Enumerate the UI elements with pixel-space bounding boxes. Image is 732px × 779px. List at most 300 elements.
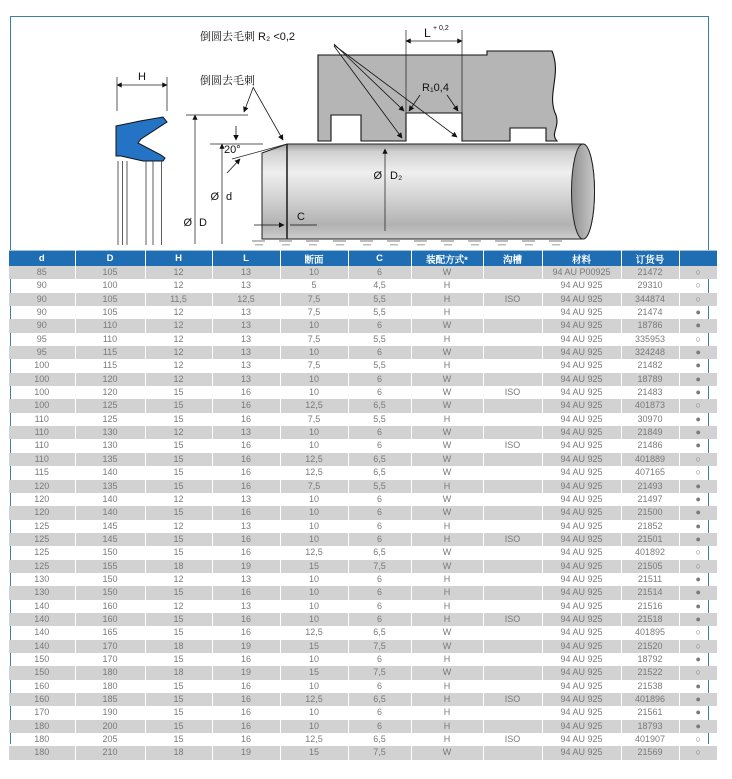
table-cell: 125 <box>9 533 75 546</box>
table-cell: 12,5 <box>280 546 348 559</box>
table-cell: 94 AU 925 <box>542 653 621 666</box>
table-cell: 15 <box>145 480 212 493</box>
table-cell: 10 <box>280 493 348 506</box>
table-cell: 15 <box>145 586 212 599</box>
col-header-L: L <box>212 251 280 267</box>
table-cell: H <box>411 720 483 733</box>
table-cell: 12 <box>145 346 212 359</box>
table-cell: W <box>411 319 483 332</box>
table-header-row <box>9 251 717 267</box>
table-cell: 18792 <box>621 653 679 666</box>
table-cell: 6 <box>348 426 411 439</box>
table-cell: 7,5 <box>348 560 411 573</box>
table-cell: 185 <box>75 693 145 706</box>
table-cell: 12,5 <box>280 453 348 466</box>
table-cell <box>483 666 542 679</box>
table-cell: 10 <box>280 520 348 533</box>
table-cell: H <box>411 413 483 426</box>
table-cell: 13 <box>212 359 280 372</box>
availability-dot: ● <box>695 413 701 424</box>
availability-dot: ○ <box>695 627 701 638</box>
col-header-material: 材料 <box>542 251 621 267</box>
table-cell <box>483 720 542 733</box>
table-cell: 94 AU 925 <box>542 720 621 733</box>
availability-dot: ○ <box>695 640 701 651</box>
table-cell <box>483 573 542 586</box>
table-cell: 10 <box>280 706 348 719</box>
table-cell: 90 <box>9 306 75 319</box>
table-cell: 18786 <box>621 319 679 332</box>
table-cell: 94 AU 925 <box>542 613 621 626</box>
table-cell: 6 <box>348 533 411 546</box>
table-cell: 12 <box>145 333 212 346</box>
table-cell: 10 <box>280 266 348 279</box>
table-cell: 90 <box>9 293 75 306</box>
seal-projection-lines <box>118 161 162 245</box>
table-cell: 7,5 <box>348 746 411 759</box>
dia-D2-symbol: Ø <box>373 170 382 182</box>
table-cell: 210 <box>75 746 145 759</box>
table-row <box>9 266 717 279</box>
table-cell: 15 <box>280 666 348 679</box>
table-cell <box>483 333 542 346</box>
table-cell: 180 <box>9 733 75 746</box>
table-cell: 6 <box>348 720 411 733</box>
table-row <box>9 466 717 479</box>
table-cell: 150 <box>75 586 145 599</box>
table-cell: 7,5 <box>280 480 348 493</box>
table-cell: 15 <box>145 546 212 559</box>
table-cell: H <box>411 293 483 306</box>
table-cell: 94 AU 925 <box>542 346 621 359</box>
table-cell: W <box>411 506 483 519</box>
availability-dot: ● <box>695 387 701 398</box>
table-cell: 21520 <box>621 640 679 653</box>
table-cell: 94 AU 925 <box>542 333 621 346</box>
dimension-table <box>9 250 717 760</box>
availability-dot: ○ <box>695 547 701 558</box>
table-cell: 10 <box>280 319 348 332</box>
table-cell: 344874 <box>621 293 679 306</box>
table-cell: 16 <box>212 693 280 706</box>
table-cell: 6 <box>348 373 411 386</box>
availability-dot: ● <box>695 694 701 704</box>
table-cell: 6 <box>348 520 411 533</box>
table-cell: 94 AU 925 <box>542 426 621 439</box>
table-cell: 15 <box>145 720 212 733</box>
table-cell: 16 <box>212 653 280 666</box>
table-cell: 94 AU 925 <box>542 480 621 493</box>
table-cell: 15 <box>145 653 212 666</box>
table-cell: 5,5 <box>348 480 411 493</box>
table-cell <box>483 480 542 493</box>
col-header-groove: 沟槽 <box>483 251 542 267</box>
col-header-availability <box>679 251 717 267</box>
table-cell: 15 <box>145 626 212 639</box>
table-cell: 145 <box>75 533 145 546</box>
table-cell: 13 <box>212 306 280 319</box>
table-cell: 94 AU P00925 <box>542 266 621 279</box>
col-header-order-no: 订货号 <box>621 251 679 267</box>
table-cell: 401895 <box>621 626 679 639</box>
table-cell: H <box>411 653 483 666</box>
table-cell: 170 <box>75 653 145 666</box>
table-cell: 13 <box>212 266 280 279</box>
table-cell <box>483 706 542 719</box>
table-cell: 6 <box>348 600 411 613</box>
table-cell: 140 <box>75 506 145 519</box>
table-cell: 12 <box>145 426 212 439</box>
table-row <box>9 720 717 733</box>
table-cell: 115 <box>9 466 75 479</box>
availability-dot: ● <box>695 347 701 358</box>
table-cell: 7,5 <box>280 359 348 372</box>
table-cell <box>483 306 542 319</box>
table-cell: 12,5 <box>212 293 280 306</box>
table-cell: 5 <box>280 279 348 292</box>
table-cell: 12 <box>145 373 212 386</box>
availability-dot: ○ <box>695 453 701 464</box>
table-row <box>9 626 717 639</box>
table-cell: 150 <box>75 546 145 559</box>
availability-dot: ○ <box>695 560 701 571</box>
table-cell: W <box>411 666 483 679</box>
table-cell: 401907 <box>621 733 679 746</box>
table-row <box>9 706 717 719</box>
table-cell <box>483 560 542 573</box>
table-cell: 6,5 <box>348 466 411 479</box>
table-cell: 94 AU 925 <box>542 306 621 319</box>
table-cell: 21516 <box>621 600 679 613</box>
table-cell: 94 AU 925 <box>542 359 621 372</box>
table-cell: 407165 <box>621 466 679 479</box>
table-cell: 16 <box>212 706 280 719</box>
table-cell: W <box>411 453 483 466</box>
table-cell: W <box>411 466 483 479</box>
table-cell: 150 <box>9 653 75 666</box>
dia-d-label: d <box>226 191 233 203</box>
table-cell: 10 <box>280 720 348 733</box>
table-cell: H <box>411 333 483 346</box>
table-cell: 13 <box>212 373 280 386</box>
table-cell: W <box>411 439 483 452</box>
table-cell: H <box>411 279 483 292</box>
table-cell: 94 AU 925 <box>542 453 621 466</box>
availability-dot: ○ <box>695 667 701 678</box>
table-cell: 94 AU 925 <box>542 640 621 653</box>
table-cell: 16 <box>212 613 280 626</box>
table-cell: 6 <box>348 573 411 586</box>
table-cell <box>483 279 542 292</box>
table-cell: 12,5 <box>280 693 348 706</box>
table-cell: 6 <box>348 493 411 506</box>
dia-D2-label: D₂ <box>390 170 403 182</box>
table-cell: 200 <box>75 720 145 733</box>
table-cell: H <box>411 306 483 319</box>
table-cell: 324248 <box>621 346 679 359</box>
availability-dot: ● <box>695 707 701 718</box>
table-header <box>9 251 717 267</box>
table-cell: 10 <box>280 426 348 439</box>
table-cell: 205 <box>75 733 145 746</box>
availability-dot: ● <box>695 427 701 438</box>
table-row <box>9 439 717 452</box>
table-cell: 401889 <box>621 453 679 466</box>
table-cell: 6 <box>348 613 411 626</box>
table-cell: 150 <box>9 666 75 679</box>
table-cell: 6,5 <box>348 399 411 412</box>
table-cell: 7,5 <box>280 293 348 306</box>
table-cell <box>483 453 542 466</box>
table-cell: 15 <box>145 706 212 719</box>
table-cell: ISO <box>483 439 542 452</box>
table-cell: 180 <box>75 680 145 693</box>
table-cell: 94 AU 925 <box>542 520 621 533</box>
table-cell: 16 <box>212 413 280 426</box>
table-cell: 6 <box>348 506 411 519</box>
table-cell: 94 AU 925 <box>542 733 621 746</box>
table-cell: 180 <box>9 746 75 759</box>
table-cell: 125 <box>9 560 75 573</box>
table-cell: 16 <box>212 680 280 693</box>
table-cell: H <box>411 706 483 719</box>
table-row <box>9 333 717 346</box>
table-cell: 10 <box>280 613 348 626</box>
table-cell: 6 <box>348 653 411 666</box>
availability-dot: ● <box>695 440 701 451</box>
table-cell: 140 <box>9 626 75 639</box>
availability-dot: ● <box>695 360 701 371</box>
table-cell: W <box>411 546 483 559</box>
seal-section-view <box>116 71 167 245</box>
table-cell: 94 AU 925 <box>542 573 621 586</box>
availability-dot: ● <box>695 320 701 331</box>
table-row <box>9 293 717 306</box>
technical-drawing <box>0 0 732 250</box>
table-cell: 95 <box>9 333 75 346</box>
table-cell: 7,5 <box>280 413 348 426</box>
table-cell: 21493 <box>621 480 679 493</box>
table-cell: H <box>411 680 483 693</box>
table-cell: 94 AU 925 <box>542 506 621 519</box>
availability-dot: ○ <box>695 747 701 758</box>
table-cell: 16 <box>212 720 280 733</box>
table-row <box>9 613 717 626</box>
table-cell: 16 <box>212 626 280 639</box>
table-cell: 5,5 <box>348 293 411 306</box>
table-cell: 5,5 <box>348 333 411 346</box>
table-cell: 100 <box>9 373 75 386</box>
table-cell: 21514 <box>621 586 679 599</box>
availability-dot: ● <box>695 493 701 504</box>
deburr-label: 倒圆去毛刺 <box>200 75 255 87</box>
table-cell: 10 <box>280 533 348 546</box>
table-row <box>9 480 717 493</box>
table-cell: 15 <box>280 640 348 653</box>
table-cell: H <box>411 533 483 546</box>
table-cell: 15 <box>145 386 212 399</box>
table-row <box>9 693 717 706</box>
table-cell: 94 AU 925 <box>542 680 621 693</box>
table-cell: 165 <box>75 626 145 639</box>
table-cell: 6 <box>348 586 411 599</box>
table-cell: 18793 <box>621 720 679 733</box>
table-cell: 160 <box>9 680 75 693</box>
table-row <box>9 533 717 546</box>
table-cell: 6 <box>348 266 411 279</box>
table-cell: 100 <box>9 359 75 372</box>
dia-D-symbol: Ø <box>183 217 192 229</box>
table-cell: 110 <box>9 413 75 426</box>
table-cell: 15 <box>280 746 348 759</box>
table-row <box>9 399 717 412</box>
deburr-r2-label: 倒圆去毛刺 R₂ <0,2 <box>200 31 296 43</box>
table-cell: 15 <box>145 693 212 706</box>
col-header-d: d <box>9 251 75 267</box>
availability-dot: ● <box>695 653 701 664</box>
table-cell: 21501 <box>621 533 679 546</box>
table-cell: H <box>411 359 483 372</box>
table-cell: 140 <box>9 613 75 626</box>
table-cell: W <box>411 386 483 399</box>
availability-dot: ○ <box>695 280 701 291</box>
table-cell: 130 <box>9 573 75 586</box>
table-cell: 6 <box>348 346 411 359</box>
table-cell: 10 <box>280 573 348 586</box>
r1-label: R₁0,4 <box>422 82 449 94</box>
dia-D-label: D <box>199 217 207 229</box>
table-cell: 15 <box>145 439 212 452</box>
availability-dot: ○ <box>695 467 701 478</box>
table-cell: H <box>411 600 483 613</box>
table-cell: 6,5 <box>348 693 411 706</box>
table-cell: 125 <box>75 399 145 412</box>
table-cell: 10 <box>280 653 348 666</box>
table-cell: 105 <box>75 266 145 279</box>
table-cell: 16 <box>212 439 280 452</box>
table-cell: 110 <box>9 453 75 466</box>
table-cell: ISO <box>483 386 542 399</box>
table-cell: H <box>411 693 483 706</box>
table-cell: 21482 <box>621 359 679 372</box>
table-cell: 13 <box>212 333 280 346</box>
availability-dot: ○ <box>695 267 701 277</box>
table-cell: 21486 <box>621 439 679 452</box>
table-cell: H <box>411 480 483 493</box>
table-cell: W <box>411 626 483 639</box>
table-cell: W <box>411 746 483 759</box>
table-cell: 15 <box>145 466 212 479</box>
table-cell: W <box>411 373 483 386</box>
table-cell: 18 <box>145 746 212 759</box>
table-cell: 120 <box>75 373 145 386</box>
table-cell: 94 AU 925 <box>542 493 621 506</box>
table-cell: H <box>411 520 483 533</box>
table-cell: 12 <box>145 319 212 332</box>
table-cell: 94 AU 925 <box>542 373 621 386</box>
table-cell: 21561 <box>621 706 679 719</box>
table-row <box>9 359 717 372</box>
table-cell: 5,5 <box>348 359 411 372</box>
table-cell <box>483 319 542 332</box>
table-cell: 15 <box>145 506 212 519</box>
table-row <box>9 666 717 679</box>
table-cell: 21497 <box>621 493 679 506</box>
table-cell: 10 <box>280 346 348 359</box>
table-cell: 29310 <box>621 279 679 292</box>
table-cell: 18 <box>145 560 212 573</box>
table-cell <box>483 653 542 666</box>
table-cell: 13 <box>212 426 280 439</box>
table-cell: W <box>411 266 483 279</box>
table-row <box>9 746 717 759</box>
angle-label: 20° <box>224 144 241 156</box>
table-cell: 6 <box>348 386 411 399</box>
table-cell: 13 <box>212 493 280 506</box>
table-cell: 130 <box>75 439 145 452</box>
table-cell: 180 <box>9 720 75 733</box>
table-cell: 16 <box>212 453 280 466</box>
table-cell: 110 <box>9 439 75 452</box>
table-cell: 21852 <box>621 520 679 533</box>
table-cell: 21849 <box>621 426 679 439</box>
table-cell: H <box>411 613 483 626</box>
table-cell: 19 <box>212 666 280 679</box>
table-row <box>9 386 717 399</box>
table-cell <box>483 600 542 613</box>
table-cell: 21522 <box>621 666 679 679</box>
table-cell: H <box>411 573 483 586</box>
table-cell: 15 <box>145 413 212 426</box>
col-header-H: H <box>145 251 212 267</box>
col-header-D: D <box>75 251 145 267</box>
table-cell <box>483 746 542 759</box>
table-cell: 120 <box>9 480 75 493</box>
availability-dot: ● <box>695 373 701 384</box>
table-cell: 5,5 <box>348 413 411 426</box>
seal-profile <box>116 117 167 161</box>
table-cell: 115 <box>75 359 145 372</box>
table-cell: 12 <box>145 279 212 292</box>
table-cell: 10 <box>280 439 348 452</box>
availability-dot: ○ <box>695 734 701 745</box>
table-row <box>9 600 717 613</box>
table-cell: 13 <box>212 279 280 292</box>
col-header-C: C <box>348 251 411 267</box>
table-cell: 10 <box>280 506 348 519</box>
table-row <box>9 453 717 466</box>
table-cell <box>483 520 542 533</box>
table-cell <box>483 399 542 412</box>
table-cell <box>483 413 542 426</box>
table-cell: 140 <box>9 640 75 653</box>
availability-dot: ● <box>695 600 701 611</box>
table-cell: 5,5 <box>348 306 411 319</box>
table-cell: 16 <box>212 733 280 746</box>
table-row <box>9 306 717 319</box>
chamfer-angle-arrow <box>227 159 240 173</box>
table-cell: 170 <box>9 706 75 719</box>
table-cell: 15 <box>145 453 212 466</box>
table-cell: ISO <box>483 533 542 546</box>
table-row <box>9 560 717 573</box>
table-cell: 6 <box>348 319 411 332</box>
table-cell: 94 AU 925 <box>542 560 621 573</box>
table-cell: 21518 <box>621 613 679 626</box>
table-cell <box>483 266 542 279</box>
table-cell: 94 AU 925 <box>542 293 621 306</box>
table-cell: W <box>411 493 483 506</box>
